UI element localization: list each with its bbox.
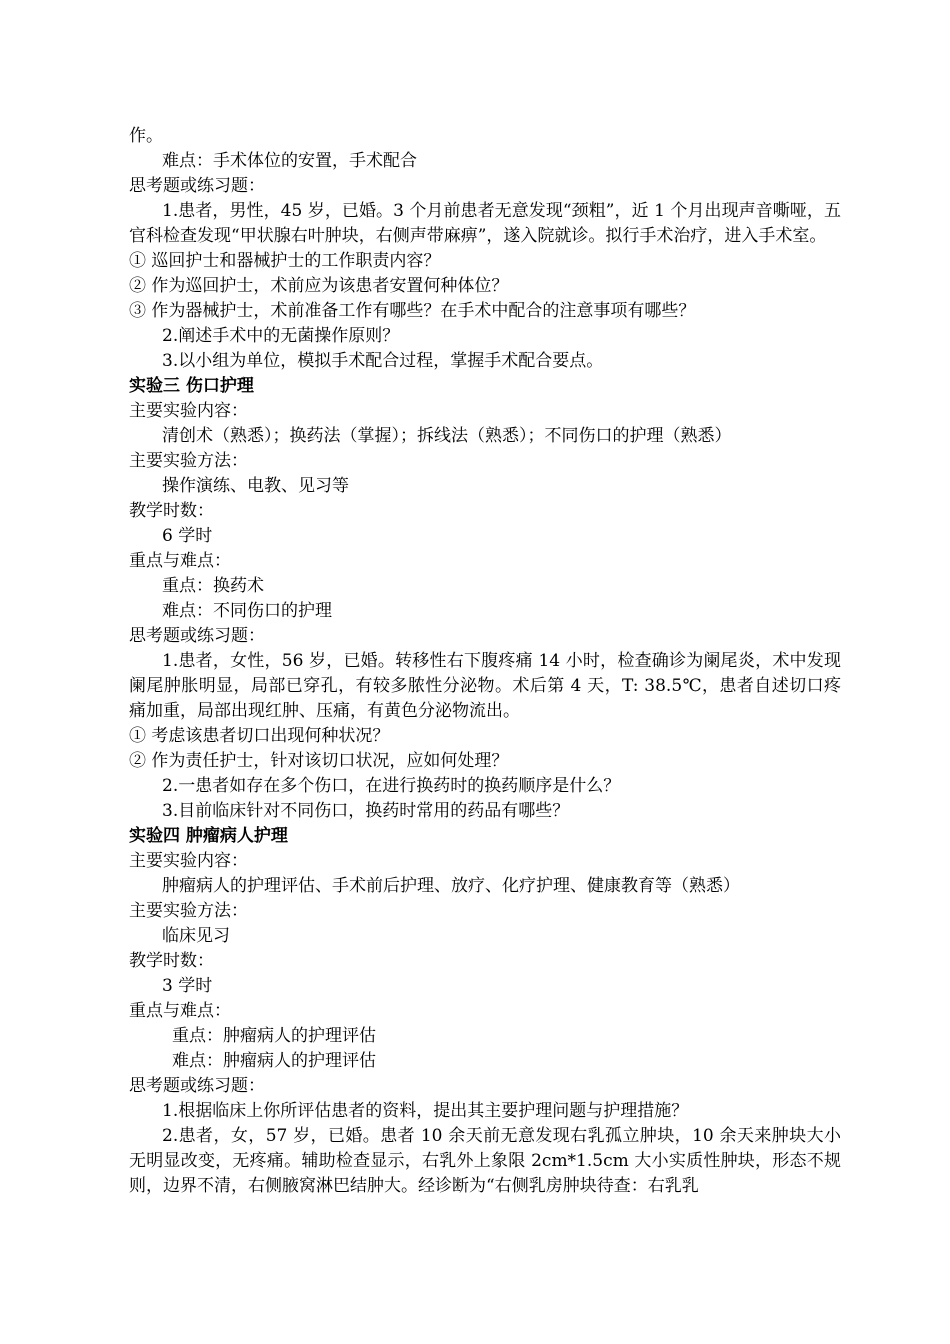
question-line: 2.一患者如存在多个伤口，在进行换药时的换药顺序是什么？	[162, 776, 621, 796]
text-line: 难点：不同伤口的护理	[162, 601, 332, 621]
section-label: 主要实验内容：	[129, 851, 248, 871]
section-heading: 实验四 肿瘤病人护理	[129, 826, 288, 846]
sub-question: ③ 作为器械护士，术前准备工作有哪些？在手术中配合的注意事项有哪些？	[129, 301, 696, 321]
section-label: 主要实验方法：	[129, 901, 248, 921]
text-line: 清创术（熟悉）；换药法（掌握）；拆线法（熟悉）；不同伤口的护理（熟悉）	[162, 426, 732, 446]
question-line: 3.以小组为单位，模拟手术配合过程，掌握手术配合要点。	[162, 351, 604, 371]
section-label: 思考题或练习题：	[129, 626, 265, 646]
text-line: 重点：肿瘤病人的护理评估	[172, 1026, 376, 1046]
question-paragraph: 2.患者，女，57 岁，已婚。患者 10 余天前无意发现右乳孤立肿块，10 余天来肿块大小无明显改变，无疼痛。辅助检查显示，右乳外上象限 2cm*1.5cm 大小实质性肿块，形态不规则，边界不清，右侧腋窝淋巴结肿大。经诊断为“右侧乳房肿块待查：右乳乳	[129, 1126, 841, 1196]
text-line: 作。	[129, 126, 163, 146]
text-line: 临床见习	[162, 926, 230, 946]
text-line: 难点：手术体位的安置，手术配合	[162, 151, 417, 171]
sub-question: ② 作为责任护士，针对该切口状况，应如何处理？	[129, 751, 509, 771]
question-paragraph: 1.患者，男性，45 岁，已婚。3 个月前患者无意发现“颈粗”，近 1 个月出现声音嘶哑，五官科检查发现“甲状腺右叶肿块，右侧声带麻痹”，遂入院就诊。拟行手术治疗，进入手术室。	[129, 201, 841, 246]
section-label: 重点与难点：	[129, 1001, 231, 1021]
section-label: 主要实验内容：	[129, 401, 248, 421]
question-line: 1.根据临床上你所评估患者的资料，提出其主要护理问题与护理措施？	[162, 1101, 689, 1121]
sub-question: ② 作为巡回护士，术前应为该患者安置何种体位？	[129, 276, 509, 296]
text-line: 6 学时	[162, 526, 213, 546]
section-label: 思考题或练习题：	[129, 1076, 265, 1096]
text-line: 重点：换药术	[162, 576, 264, 596]
section-heading: 实验三 伤口护理	[129, 376, 254, 396]
section-label: 教学时数：	[129, 501, 214, 521]
question-line: 2.阐述手术中的无菌操作原则？	[162, 326, 400, 346]
section-label: 思考题或练习题：	[129, 176, 265, 196]
sub-question: ① 考虑该患者切口出现何种状况？	[129, 726, 390, 746]
text-line: 肿瘤病人的护理评估、手术前后护理、放疗、化疗护理、健康教育等（熟悉）	[162, 876, 740, 896]
document-page	[129, 124, 841, 1199]
section-label: 教学时数：	[129, 951, 214, 971]
text-line: 3 学时	[162, 976, 213, 996]
section-label: 主要实验方法：	[129, 451, 248, 471]
question-line: 3.目前临床针对不同伤口，换药时常用的药品有哪些？	[162, 801, 570, 821]
text-line: 操作演练、电教、见习等	[162, 476, 349, 496]
section-label: 重点与难点：	[129, 551, 231, 571]
text-line: 难点：肿瘤病人的护理评估	[172, 1051, 376, 1071]
question-paragraph: 1.患者，女性，56 岁，已婚。转移性右下腹疼痛 14 小时，检查确诊为阑尾炎，术中发现阑尾肿胀明显，局部已穿孔，有较多脓性分泌物。术后第 4 天，T: 38.5℃，患者自述切口疼痛加重，局部出现红肿、压痛，有黄色分泌物流出。	[129, 651, 841, 721]
sub-question: ① 巡回护士和器械护士的工作职责内容？	[129, 251, 441, 271]
